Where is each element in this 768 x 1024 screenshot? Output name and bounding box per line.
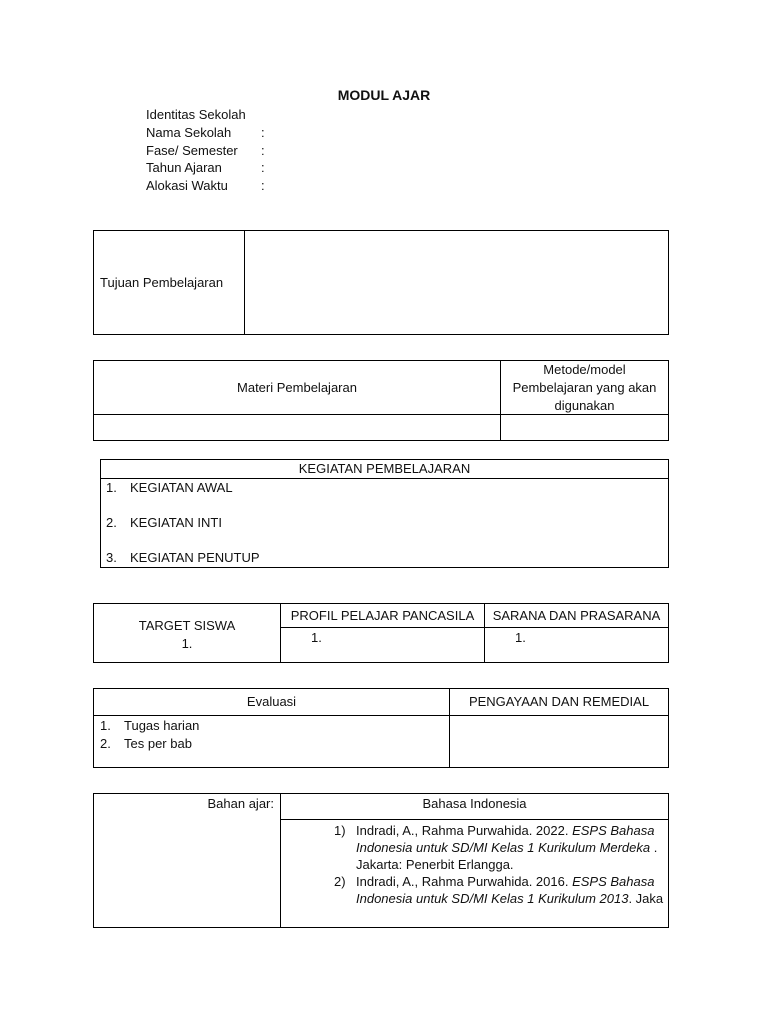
- school-identity: [146, 106, 265, 195]
- materi-table: [93, 360, 669, 441]
- identity-heading: Identitas Sekolah: [146, 107, 246, 122]
- evaluasi-header: Evaluasi: [246, 694, 297, 709]
- reference-list: [334, 822, 664, 907]
- list-item: 2. Tes per bab: [100, 736, 192, 751]
- materi-cell[interactable]: [94, 415, 500, 440]
- target-table: [93, 603, 669, 663]
- identity-label: Alokasi Waktu: [146, 178, 228, 194]
- kegiatan-header: KEGIATAN PEMBELAJARAN: [298, 461, 471, 476]
- tujuan-table: [93, 230, 669, 335]
- sarana-item: 1.: [515, 630, 526, 645]
- identity-row-phase: [146, 142, 265, 160]
- identity-row-school-name: [146, 124, 265, 142]
- identity-row-year: [146, 159, 265, 177]
- target-siswa-header: TARGET SISWA: [138, 618, 236, 633]
- bahan-subject: Bahasa Indonesia: [422, 796, 527, 811]
- page-title: MODUL AJAR: [337, 87, 431, 103]
- tujuan-label: Tujuan Pembelajaran: [100, 275, 224, 290]
- metode-cell[interactable]: [501, 415, 668, 440]
- identity-label: Nama Sekolah: [146, 124, 232, 140]
- sarana-header: SARANA DAN PRASARANA: [492, 608, 661, 623]
- profil-header: PROFIL PELAJAR PANCASILA: [290, 608, 475, 623]
- profil-item: 1.: [311, 630, 322, 645]
- identity-row-time: [146, 177, 265, 195]
- list-item: 2. KEGIATAN INTI: [106, 515, 222, 530]
- kegiatan-table: [100, 459, 669, 568]
- list-item: 1. Tugas harian: [100, 718, 200, 733]
- identity-colon: :: [261, 142, 265, 158]
- identity-colon: :: [261, 124, 265, 140]
- identity-label: Fase/ Semester: [146, 142, 238, 158]
- identity-label: Tahun Ajaran: [146, 160, 222, 176]
- tujuan-content[interactable]: [245, 231, 668, 334]
- bahan-table: [93, 793, 669, 928]
- target-siswa-cell: [94, 617, 280, 653]
- metode-header: Metode/model Pembelajaran yang akan digunakan: [512, 361, 657, 413]
- identity-colon: :: [261, 178, 265, 194]
- list-item: 3. KEGIATAN PENUTUP: [106, 550, 260, 565]
- bahan-label: Bahan ajar:: [207, 796, 274, 811]
- evaluasi-list: [100, 717, 199, 753]
- target-siswa-item: 1.: [181, 636, 193, 651]
- pengayaan-header: PENGAYAAN DAN REMEDIAL: [468, 694, 650, 709]
- list-item: 1. KEGIATAN AWAL: [106, 480, 233, 495]
- reference-item: 1) Indradi, A., Rahma Purwahida. 2022. ESPS Bahasa Indonesia untuk SD/MI Kelas 1 Kurikulum Merdeka . Jakarta: Penerbit Erlangga.: [334, 823, 658, 872]
- materi-header: Materi Pembelajaran: [237, 380, 357, 395]
- evaluasi-table: [93, 688, 669, 768]
- identity-colon: :: [261, 160, 265, 176]
- reference-item: 2) Indradi, A., Rahma Purwahida. 2016. ESPS Bahasa Indonesia untuk SD/MI Kelas 1 Kurikulum 2013. Jaka: [334, 874, 664, 906]
